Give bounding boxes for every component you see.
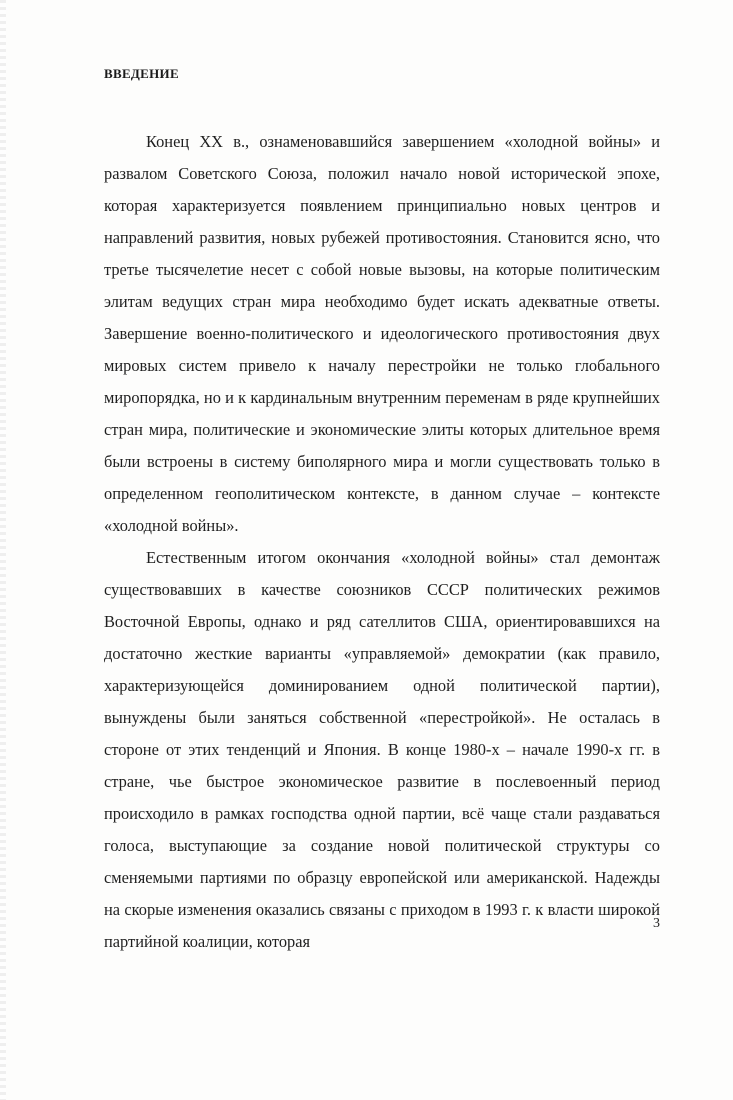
scan-edge-artifact — [0, 0, 6, 1100]
paragraph-1: Конец XX в., ознаменовавшийся завершением «холодной войны» и развалом Советского Союза, положил начало новой исторической эпохе, которая характеризуется появлением принципиально новых центров и направлений развития, новых рубежей противостояния. Становится ясно, что третье тысячелетие несет с собой новые вызовы, на которые политическим элитам ведущих стран мира необходимо будет искать адекватные ответы. Завершение военно-политического и идеологического противостояния двух мировых систем привело к началу перестройки не только глобального миропорядка, но и к кардинальным внутренним переменам в ряде крупнейших стран мира, политические и экономические элиты которых длительное время были встроены в систему биполярного мира и могли существовать только в определенном геополитическом контексте, в данном случае – контексте «холодной войны». — [104, 132, 660, 535]
paragraph-2: Естественным итогом окончания «холодной войны» стал демонтаж существовавших в качестве союзников СССР политических режимов Восточной Европы, однако и ряд сателлитов США, ориентировавшихся на достаточно жесткие варианты «управляемой» демократии (как правило, характеризующейся доминированием одной политической партии), вынуждены были заняться собственной «перестройкой». Не осталась в стороне от этих тенденций и Япония. В конце 1980-х – начале 1990-х гг. в стране, чье быстрое экономическое развитие в послевоенный период происходило в рамках господства одной партии, всё чаще стали раздаваться голоса, выступающие за создание новой политической структуры со сменяемыми партиями по образцу европейской или американской. Надежды на скорые изменения оказались связаны с приходом в 1993 г. к власти широкой партийной коалиции, которая — [104, 548, 660, 951]
body-text — [104, 126, 660, 958]
section-heading: ВВЕДЕНИЕ — [104, 66, 179, 81]
page-number: 3 — [653, 916, 660, 931]
